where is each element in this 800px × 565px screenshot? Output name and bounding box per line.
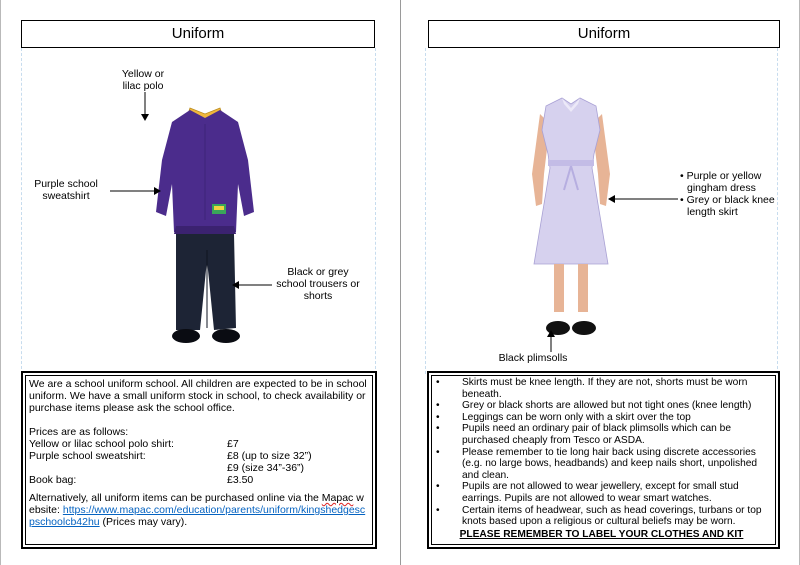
rule-item: • Certain items of headwear, such as head coverings, turbans or top knots based upon a religious or cultural beliefs may be worn.	[433, 505, 770, 528]
right-page-title: Uniform	[428, 20, 780, 48]
arrow-plimsolls	[546, 330, 556, 352]
label-clothes-reminder: PLEASE REMEMBER TO LABEL YOUR CLOTHES AND KIT	[459, 529, 744, 540]
mapac-link[interactable]: https://www.mapac.com/education/parents/uniform/kingshedgescpschoolcb42hu	[29, 504, 366, 528]
girl-uniform-photo	[528, 94, 614, 344]
info-intro: We are a school uniform school. All children are expected to be in school uniform. We have a small uniform stock in school, to check availability or purchase items please ask the school office.	[29, 378, 367, 414]
boy-uniform-photo	[150, 100, 260, 360]
margin-guide	[375, 48, 376, 374]
page-edge-left	[0, 0, 1, 565]
label-dress: • Purple or yellow gingham dress • Grey or black knee length skirt	[680, 170, 775, 218]
label-trousers: Black or grey school trousers or shorts	[276, 266, 360, 302]
arrow-dress	[608, 194, 678, 204]
info-box-content	[29, 378, 367, 528]
price-row: Yellow or lilac school polo shirt: £7	[29, 438, 239, 450]
rule-item: • Grey or black shorts are allowed but not tight ones (knee length)	[433, 400, 770, 412]
label-plimsolls: Black plimsolls	[498, 352, 568, 364]
margin-guide	[21, 48, 22, 374]
page-divider	[400, 0, 401, 565]
prices-heading: Prices are as follows:	[29, 426, 129, 438]
arrow-trousers	[232, 280, 272, 290]
arrow-sweatshirt	[110, 186, 162, 196]
rule-item: • Pupils are not allowed to wear jewellery, except for small stud earrings. Pupils are not allowed to wear smart watches.	[433, 481, 770, 504]
margin-guide	[425, 48, 426, 374]
rules-content	[433, 377, 770, 528]
rule-item: • Please remember to tie long hair back using discrete accessories (e.g. no large bows, headbands) and keep nails short, unpolished and clean.	[433, 447, 770, 482]
label-polo: Yellow or lilac polo	[121, 68, 165, 92]
price-row: Book bag: £3.50	[29, 474, 254, 486]
rule-item: • Skirts must be knee length. If they are not, shorts must be worn beneath.	[433, 377, 770, 400]
left-page-title: Uniform	[21, 20, 375, 48]
rule-item: • Leggings can be worn only with a skirt over the top	[433, 412, 770, 424]
label-sweatshirt: Purple school sweatshirt	[34, 178, 98, 202]
rules-list	[433, 377, 770, 528]
online-purchase-text: Alternatively, all uniform items can be purchased online via the Mapac website: https://www.mapac.com/education/parents/uniform/kingshedgescpschoolcb42hu (Prices may vary).	[29, 492, 366, 528]
price-row: Purple school sweatshirt: £8 (up to size 32”)	[29, 450, 312, 462]
rule-item: • Pupils need an ordinary pair of black plimsolls which can be purchased cheaply from Tesco or ASDA.	[433, 423, 770, 446]
price-row: £9 (size 34”-36”)	[227, 462, 305, 474]
arrow-polo	[140, 92, 150, 122]
